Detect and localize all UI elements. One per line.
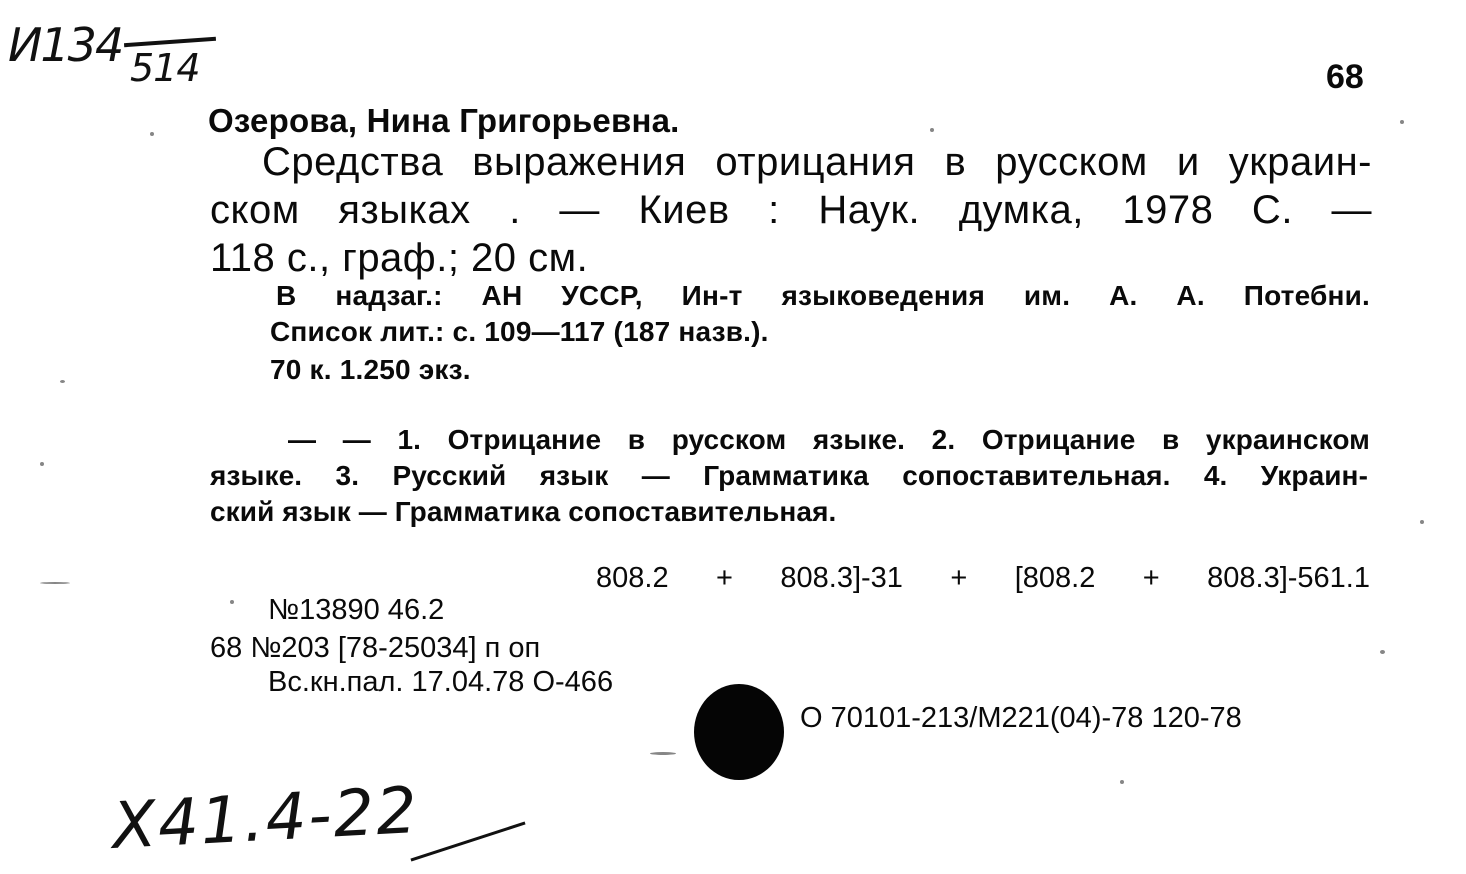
title-line-3: 118 с., граф.; 20 см. (210, 236, 589, 280)
punch-hole (694, 684, 784, 780)
scan-speck (1420, 520, 1424, 524)
title-line-2: ском языках . — Киев : Наук. думка, 1978 С. — (210, 188, 1372, 232)
title-line-1: Средства выражения отрицания в русском и украин- (262, 140, 1372, 184)
handwritten-call-number (8, 18, 122, 72)
scan-speck (1380, 650, 1385, 654)
notes-line-1: В надзаг.: АН УССР, Ин-т языковедения им. А. А. Потебни. (276, 280, 1370, 311)
registry-line-3: Вс.кн.пал. 17.04.78 О-466 (268, 666, 614, 698)
card-number: 68 (1326, 58, 1364, 96)
scan-speck (930, 128, 934, 132)
notes-line-2: Список лит.: с. 109—117 (187 назв.). (270, 316, 769, 347)
scan-speck (650, 752, 676, 755)
order-code: О 70101-213/М221(04)-78 120-78 (800, 702, 1242, 734)
scan-speck (150, 132, 154, 136)
scan-speck (40, 462, 44, 466)
subjects-line-3: ский язык — Грамматика сопоставительная. (210, 496, 837, 527)
scan-speck (230, 600, 234, 604)
handwritten-shelf-mark: Х41.4-22 (110, 774, 421, 864)
call-number-top: И134 (8, 18, 123, 72)
scan-speck (1400, 120, 1404, 124)
call-number-bottom: 514 (130, 46, 200, 90)
classification-index: 808.2 + 808.3]-31 + [808.2 + 808.3]-561.1 (596, 562, 1370, 594)
scan-speck (1120, 780, 1124, 784)
subjects-line-2: языке. 3. Русский язык — Грамматика сопоставительная. 4. Украин- (210, 460, 1368, 491)
notes-line-3: 70 к. 1.250 экз. (270, 354, 471, 385)
registry-line-1: №13890 46.2 (268, 594, 445, 626)
scan-speck (60, 380, 65, 383)
author-heading: Озерова, Нина Григорьевна. (208, 102, 680, 139)
registry-line-2: 68 №203 [78-25034] п оп (210, 632, 541, 664)
subjects-line-1: — — 1. Отрицание в русском языке. 2. Отрицание в украинском (288, 424, 1370, 455)
shelf-mark-underline (410, 822, 525, 862)
scan-speck (40, 582, 70, 584)
